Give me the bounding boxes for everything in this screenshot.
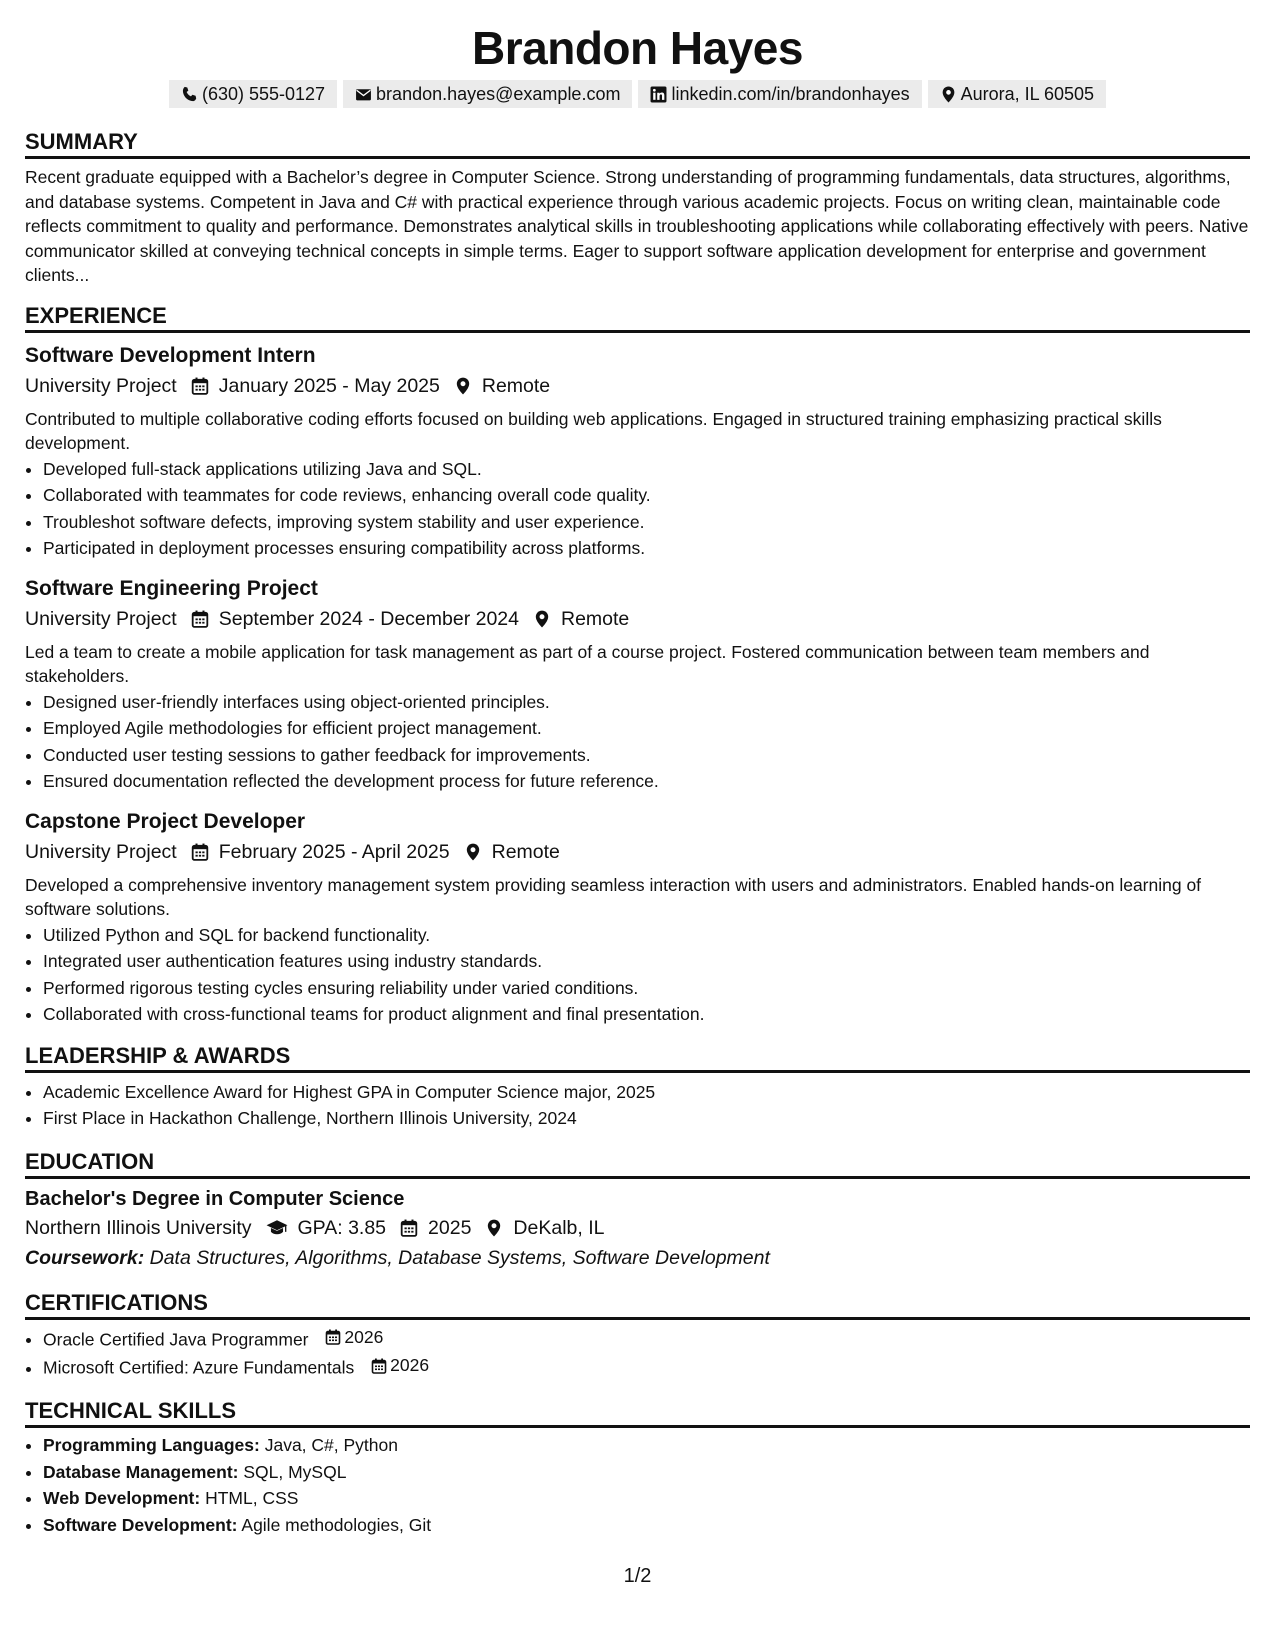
- map-pin-icon: [454, 377, 472, 395]
- graduation-cap-icon: [266, 1219, 288, 1237]
- section-title: EXPERIENCE: [25, 302, 1250, 333]
- list-item: [43, 1485, 1250, 1512]
- list-item: • Integrated user authentication features using industry standards.: [43, 948, 1250, 975]
- summary-text: Recent graduate equipped with a Bachelor’s degree in Computer Science. Strong understanding of programming fundamentals, data structures, algorithms, and database systems. Competent in Java and C# with practical experience through various academic projects. Focus on writing clean, maintainable code reflects commitment to quality and performance. Demonstrates analytical skills in troubleshooting applications while collaborating effectively with peers. Native communicator skilled at conveying technical concepts in simple terms. Eager to support software application development for enterprise and government clients...: [25, 167, 1249, 285]
- resume-page: [25, 18, 1250, 1538]
- envelope-icon: [355, 86, 372, 103]
- skill-label: Web Development:: [43, 1488, 201, 1508]
- list-item: [43, 1324, 1250, 1353]
- school-name: Northern Illinois University: [25, 1216, 252, 1239]
- education-section: [25, 1148, 1250, 1273]
- job-org: University Project: [25, 374, 177, 397]
- job-entry: [25, 807, 1250, 1028]
- cert-year: 2026: [390, 1355, 430, 1376]
- contact-location: [928, 80, 1106, 108]
- coursework: [25, 1243, 1250, 1273]
- location-text: Aurora, IL 60505: [960, 84, 1095, 104]
- list-item: • Developed full-stack applications utilizing Java and SQL.: [43, 456, 1250, 483]
- job-entry: [25, 574, 1250, 795]
- list-item: [43, 1432, 1250, 1459]
- map-pin-icon: [533, 610, 551, 628]
- contact-email[interactable]: [343, 80, 632, 108]
- list-item: • Employed Agile methodologies for efficient project management.: [43, 715, 1250, 742]
- skill-value: HTML, CSS: [205, 1488, 299, 1508]
- list-item: • Participated in deployment processes ensuring compatibility across platforms.: [43, 535, 1250, 562]
- gpa: GPA: 3.85: [297, 1216, 387, 1239]
- calendar-icon: [325, 1329, 341, 1345]
- job-bullets: [25, 689, 1250, 795]
- list-item: • Collaborated with cross-functional teams for product alignment and final presentation.: [43, 1001, 1250, 1028]
- calendar-icon: [191, 843, 209, 861]
- list-item: [43, 1352, 1250, 1381]
- skills-list: [25, 1432, 1250, 1538]
- list-item: • Utilized Python and SQL for backend functionality.: [43, 922, 1250, 949]
- job-meta: [25, 371, 1250, 401]
- skill-value: Agile methodologies, Git: [241, 1514, 432, 1535]
- list-item: • Troubleshot software defects, improving system stability and user experience.: [43, 509, 1250, 536]
- map-pin-icon: [940, 86, 957, 103]
- phone-text: (630) 555-0127: [201, 84, 326, 104]
- phone-icon: [181, 86, 198, 103]
- skill-value: SQL, MySQL: [243, 1461, 347, 1482]
- job-bullets: [25, 922, 1250, 1028]
- skill-label: Database Management:: [43, 1461, 239, 1482]
- certifications-list: [25, 1324, 1250, 1382]
- job-description: Contributed to multiple collaborative coding efforts focused on building web applications. Engaged in structured training emphasizing practical skills development.: [25, 408, 1162, 453]
- linkedin-text: linkedin.com/in/brandonhayes: [671, 84, 910, 104]
- job-entry: [25, 341, 1250, 562]
- job-description: Developed a comprehensive inventory management system providing seamless interaction with users and administrators. Enabled hands-on learning of software solutions.: [25, 874, 1202, 919]
- list-item: [43, 1459, 1250, 1486]
- list-item: • Conducted user testing sessions to gather feedback for improvements.: [43, 742, 1250, 769]
- experience-section: [25, 302, 1250, 1028]
- job-bullets: [25, 456, 1250, 562]
- coursework-list: Data Structures, Algorithms, Database Systems, Software Development: [149, 1246, 770, 1269]
- map-pin-icon: [464, 843, 482, 861]
- degree-title: Bachelor's Degree in Computer Science: [25, 1187, 405, 1210]
- awards-list: [25, 1079, 1250, 1132]
- job-org: University Project: [25, 607, 177, 630]
- list-item: • Designed user-friendly interfaces using object-oriented principles.: [43, 689, 1250, 716]
- list-item: • Ensured documentation reflected the development process for future reference.: [43, 768, 1250, 795]
- section-title: CERTIFICATIONS: [25, 1289, 1250, 1320]
- list-item: • Academic Excellence Award for Highest GPA in Computer Science major, 2025: [43, 1079, 1250, 1106]
- job-location: Remote: [481, 374, 551, 397]
- school-location: DeKalb, IL: [513, 1216, 605, 1239]
- cert-year: 2026: [344, 1326, 384, 1347]
- job-title: Capstone Project Developer: [25, 809, 306, 833]
- section-title: SUMMARY: [25, 128, 1250, 159]
- job-meta: [25, 837, 1250, 867]
- job-description: Led a team to create a mobile application for task management as part of a course project. Fostered communication between team members and stakeholders.: [25, 641, 1150, 686]
- job-title: Software Engineering Project: [25, 576, 318, 600]
- job-location: Remote: [491, 840, 560, 863]
- list-item: • Performed rigorous testing cycles ensuring reliability under varied conditions.: [43, 975, 1250, 1002]
- linkedin-icon: [650, 86, 667, 103]
- skill-label: Programming Languages:: [43, 1435, 260, 1455]
- summary-section: [25, 128, 1250, 288]
- calendar-icon: [191, 377, 209, 395]
- section-title: LEADERSHIP & AWARDS: [25, 1042, 1250, 1073]
- section-title: TECHNICAL SKILLS: [25, 1397, 1250, 1428]
- candidate-name: Brandon Hayes: [472, 22, 803, 74]
- job-dates: February 2025 - April 2025: [218, 840, 450, 863]
- email-text: brandon.hayes@example.com: [376, 84, 621, 104]
- job-location: Remote: [560, 607, 630, 630]
- leadership-section: [25, 1042, 1250, 1132]
- skill-value: Java, C#, Python: [264, 1435, 398, 1455]
- page-number: 1/2: [623, 1565, 652, 1587]
- job-dates: January 2025 - May 2025: [218, 374, 440, 397]
- list-item: [43, 1512, 1250, 1539]
- contact-linkedin[interactable]: [638, 80, 921, 108]
- contact-phone[interactable]: [169, 80, 337, 108]
- coursework-label: Coursework:: [25, 1246, 145, 1269]
- job-dates: September 2024 - December 2024: [218, 607, 519, 630]
- section-title: EDUCATION: [25, 1148, 1250, 1179]
- calendar-icon: [191, 610, 209, 628]
- list-item: • First Place in Hackathon Challenge, Northern Illinois University, 2024: [43, 1105, 1250, 1132]
- certifications-section: [25, 1289, 1250, 1382]
- graduation-year: 2025: [428, 1216, 472, 1239]
- calendar-icon: [400, 1219, 418, 1237]
- cert-name: Oracle Certified Java Programmer: [43, 1328, 309, 1349]
- job-meta: [25, 604, 1250, 634]
- contact-bar: [25, 80, 1250, 108]
- calendar-icon: [371, 1358, 387, 1374]
- cert-name: Microsoft Certified: Azure Fundamentals: [43, 1357, 355, 1378]
- skills-section: [25, 1397, 1250, 1538]
- map-pin-icon: [485, 1219, 503, 1237]
- list-item: • Collaborated with teammates for code reviews, enhancing overall code quality.: [43, 482, 1250, 509]
- job-title: Software Development Intern: [25, 343, 316, 367]
- job-org: University Project: [25, 840, 177, 863]
- skill-label: Software Development:: [43, 1514, 238, 1535]
- education-meta: [25, 1213, 1250, 1243]
